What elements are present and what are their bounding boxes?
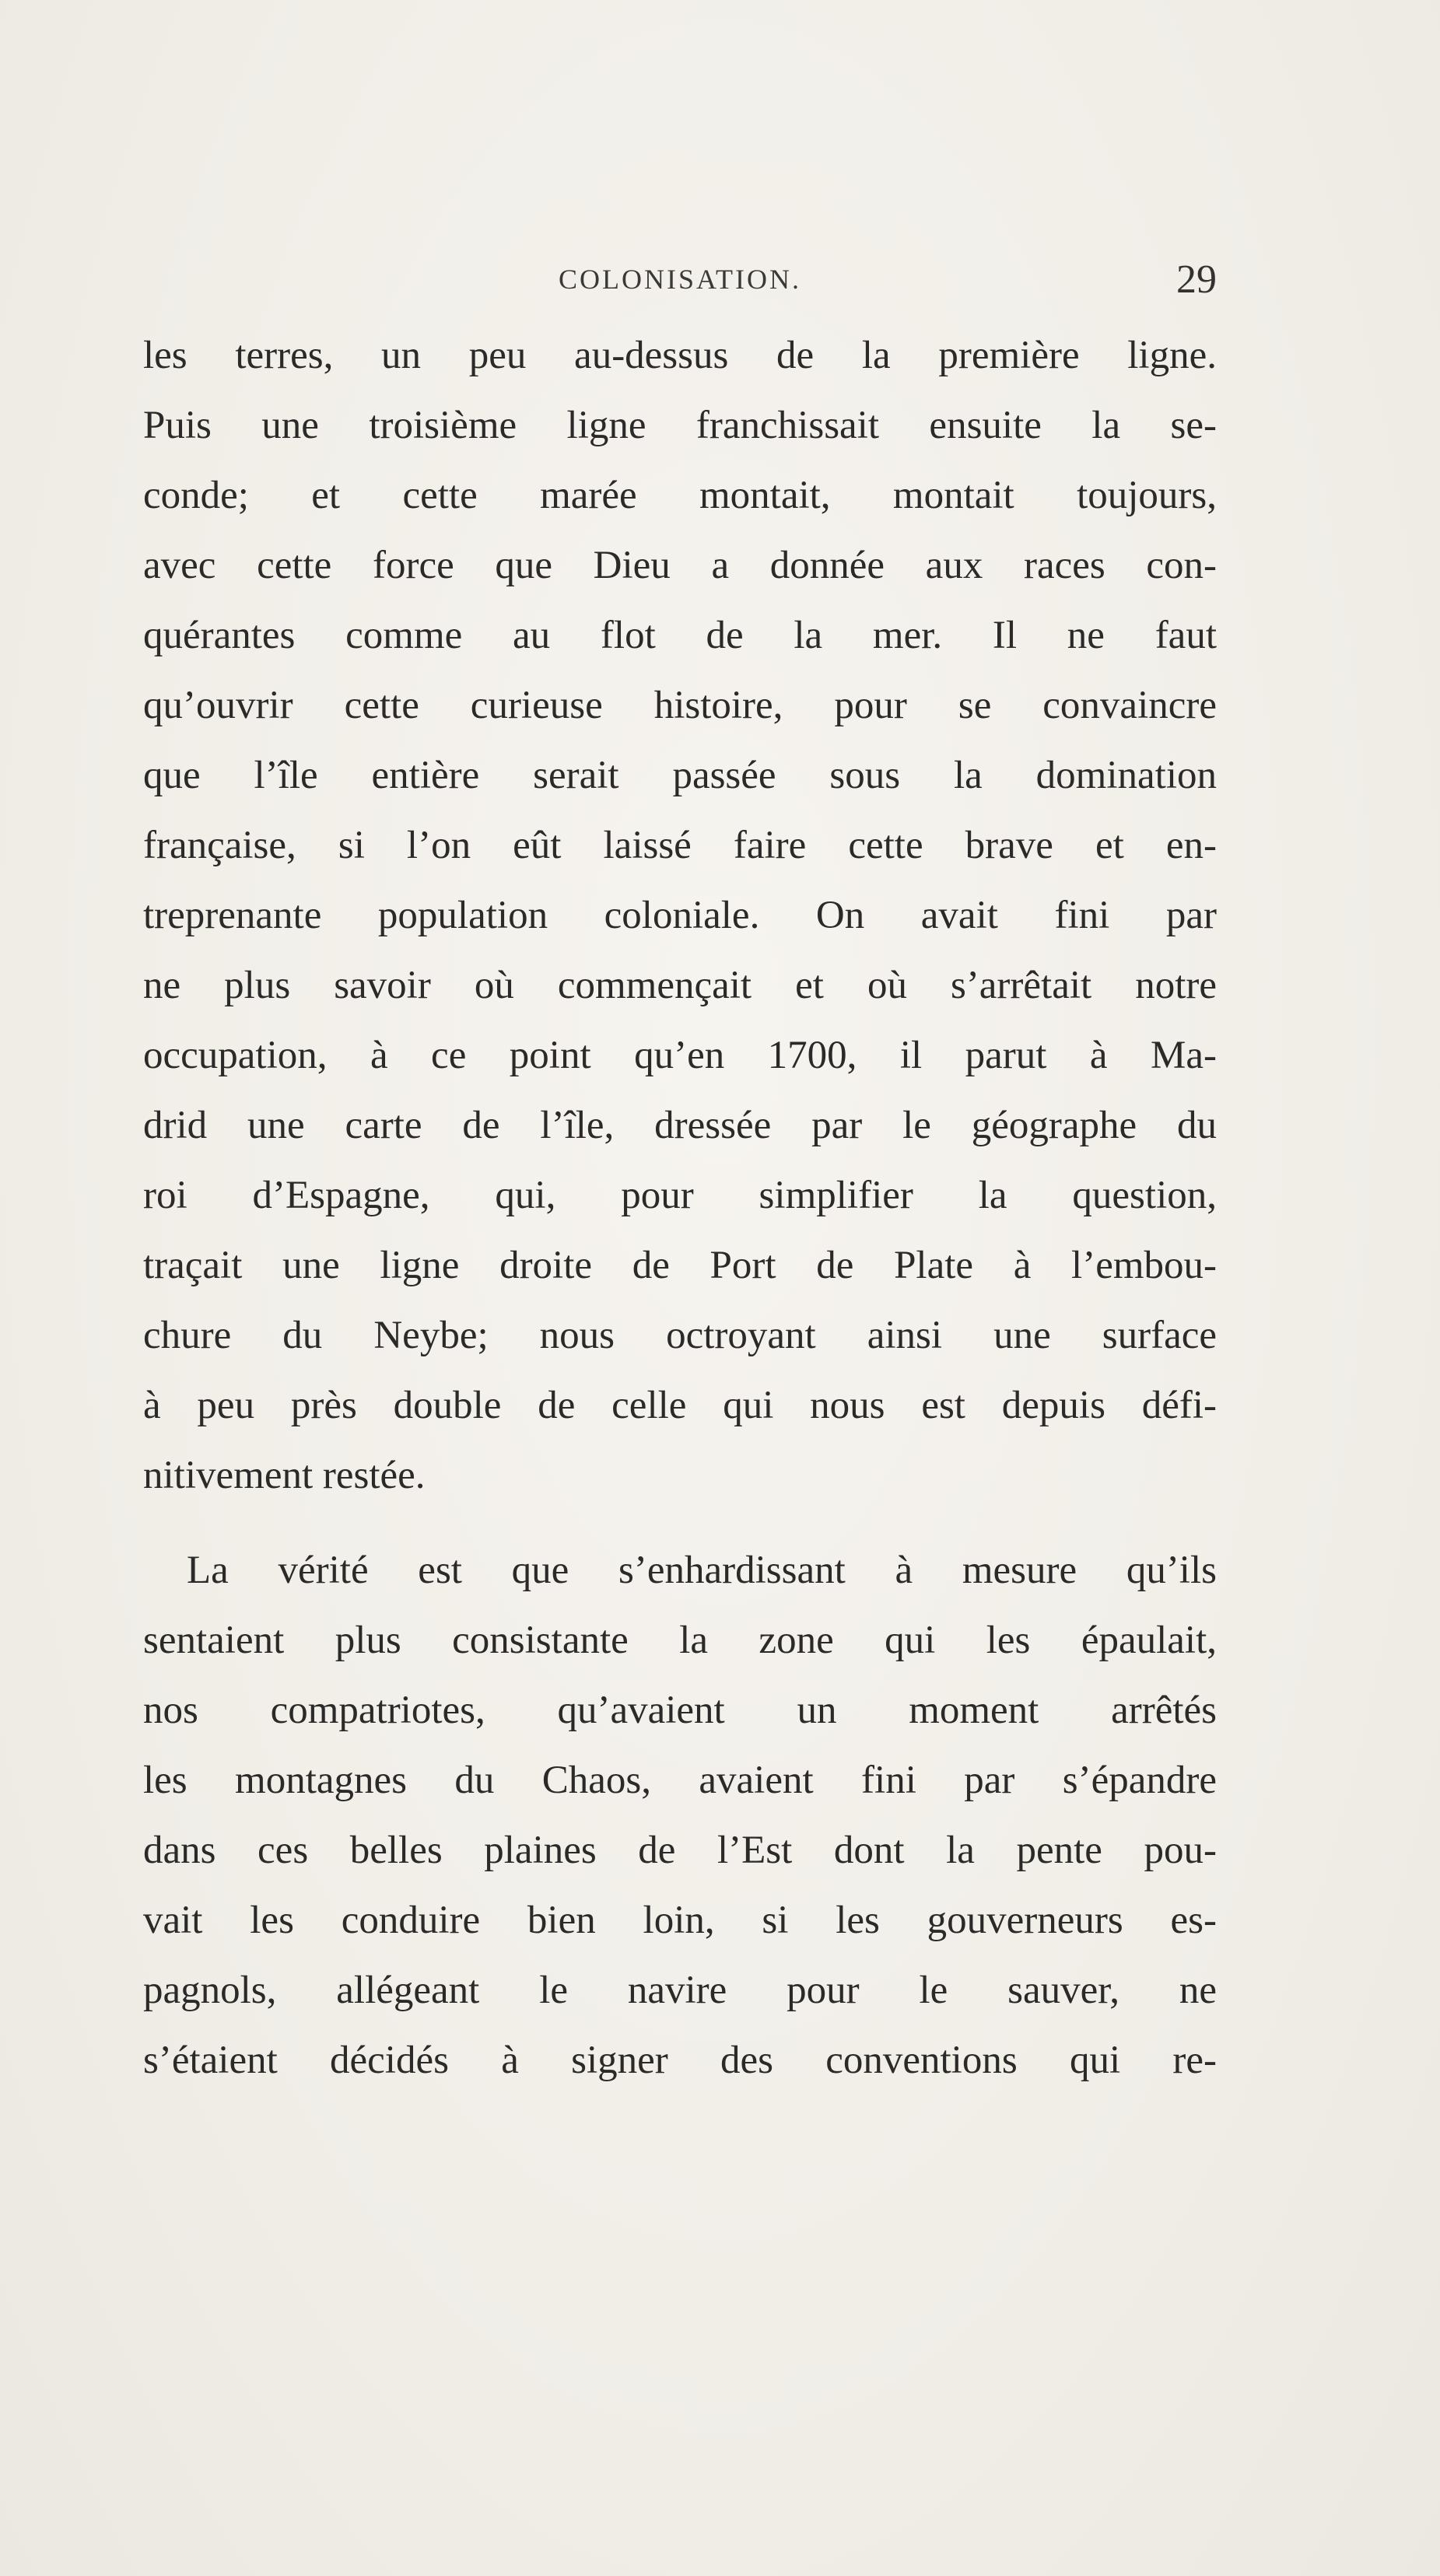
text-line: nos compatriotes, qu’avaient un moment arrêtés: [143, 1689, 1217, 1732]
text-line: quérantes comme au flot de la mer. Il ne faut: [143, 614, 1217, 657]
body-text: [143, 320, 1217, 2095]
text-line: les terres, un peu au-dessus de la première ligne.: [143, 334, 1217, 377]
chapter-title: COLONISATION.: [559, 264, 801, 295]
text-line: La vérité est que s’enhardissant à mesure qu’ils: [187, 1549, 1217, 1592]
text-line: vait les conduire bien loin, si les gouverneurs es-: [143, 1899, 1217, 1942]
text-line: ne plus savoir où commençait et où s’arrêtait notre: [143, 964, 1217, 1007]
text-line: nitivement restée.: [143, 1454, 426, 1497]
text-line: treprenante population coloniale. On avait fini par: [143, 894, 1217, 937]
running-head: [143, 257, 1217, 310]
text-line: occupation, à ce point qu’en 1700, il parut à Ma-: [143, 1034, 1217, 1077]
text-line: dans ces belles plaines de l’Est dont la pente pou-: [143, 1829, 1217, 1872]
text-line: traçait une ligne droite de Port de Plate à l’embou-: [143, 1244, 1217, 1287]
text-line: avec cette force que Dieu a donnée aux races con-: [143, 544, 1217, 587]
text-line: les montagnes du Chaos, avaient fini par s’épandre: [143, 1759, 1217, 1802]
text-line: à peu près double de celle qui nous est depuis défi-: [143, 1384, 1217, 1427]
text-line: qu’ouvrir cette curieuse histoire, pour se convaincre: [143, 684, 1217, 727]
page-number: 29: [1176, 257, 1217, 302]
text-line: que l’île entière serait passée sous la domination: [143, 754, 1217, 797]
text-line: pagnols, allégeant le navire pour le sauver, ne: [143, 1969, 1217, 2012]
text-line: conde; et cette marée montait, montait toujours,: [143, 474, 1217, 517]
text-line: française, si l’on eût laissé faire cette brave et en-: [143, 824, 1217, 867]
text-line: drid une carte de l’île, dressée par le géographe du: [143, 1104, 1217, 1147]
text-line: s’étaient décidés à signer des conventions qui re-: [143, 2039, 1217, 2082]
text-line: sentaient plus consistante la zone qui les épaulait,: [143, 1619, 1217, 1662]
text-line: chure du Neybe; nous octroyant ainsi une surface: [143, 1314, 1217, 1357]
text-line: roi d’Espagne, qui, pour simplifier la question,: [143, 1174, 1217, 1217]
text-line: Puis une troisième ligne franchissait ensuite la se-: [143, 404, 1217, 447]
